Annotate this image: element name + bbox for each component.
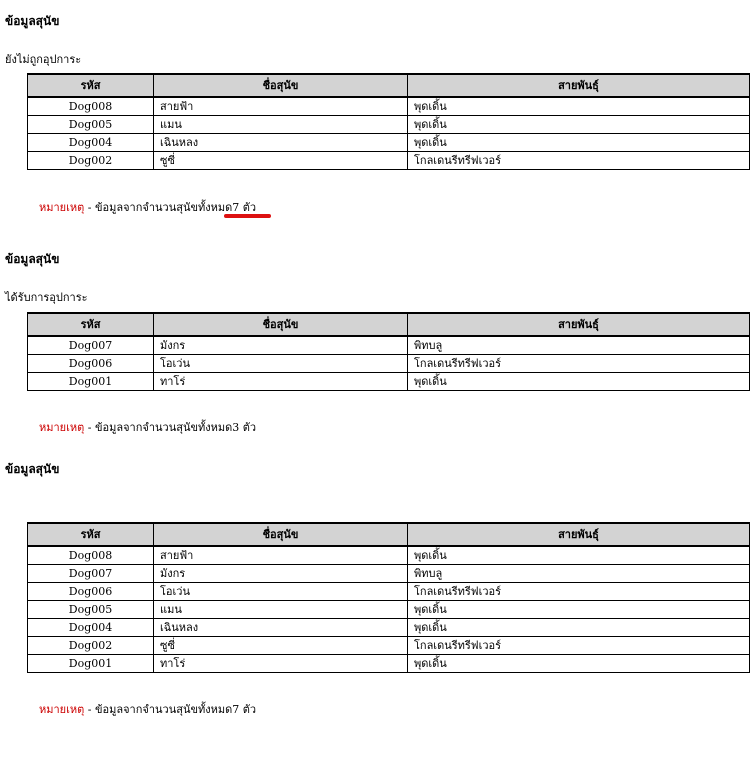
dog-code: Dog006 — [28, 583, 154, 601]
dog-breed: พุดเดิ้น — [408, 655, 750, 673]
dog-name: สายฟ้า — [154, 546, 408, 565]
note-not-adopted — [39, 198, 256, 216]
dog-code: Dog007 — [28, 336, 154, 355]
note-adopted — [39, 418, 256, 436]
dog-code: Dog001 — [28, 373, 154, 391]
header-breed: สายพันธุ์ — [408, 523, 750, 546]
dog-code: Dog002 — [28, 637, 154, 655]
section-title-adopted: ข้อมูลสุนัข — [5, 252, 60, 266]
table-row — [28, 373, 750, 391]
header-code: รหัส — [28, 313, 154, 336]
dog-code: Dog001 — [28, 655, 154, 673]
dog-name: โอเว่น — [154, 583, 408, 601]
dog-code: Dog007 — [28, 565, 154, 583]
dog-name: โอเว่น — [154, 355, 408, 373]
dog-breed: พุดเดิ้น — [408, 546, 750, 565]
dog-breed: พุดเดิ้น — [408, 619, 750, 637]
subtitle-not-adopted: ยังไม่ถูกอุปการะ — [5, 53, 82, 66]
dog-name: แมน — [154, 116, 408, 134]
table-header-row — [28, 313, 750, 336]
table-row — [28, 637, 750, 655]
dog-breed: โกลเดนรีทรีฟเวอร์ — [408, 583, 750, 601]
header-breed: สายพันธุ์ — [408, 313, 750, 336]
note-text: - ข้อมูลจากจำนวนสุนัขทั้งหมด7 ตัว — [84, 201, 257, 214]
header-name: ชื่อสุนัข — [154, 74, 408, 97]
table-row — [28, 583, 750, 601]
dog-name: มังกร — [154, 336, 408, 355]
table-header-row — [28, 523, 750, 546]
note-label: หมายเหตุ — [39, 201, 85, 214]
table-row — [28, 565, 750, 583]
dog-code: Dog008 — [28, 97, 154, 116]
header-name: ชื่อสุนัข — [154, 313, 408, 336]
table-row — [28, 97, 750, 116]
header-code: รหัส — [28, 74, 154, 97]
dog-code: Dog006 — [28, 355, 154, 373]
dog-name: มังกร — [154, 565, 408, 583]
dogs-table-all — [27, 522, 750, 673]
subtitle-adopted: ได้รับการอุปการะ — [5, 291, 88, 304]
table-row — [28, 655, 750, 673]
dog-name: ทาโร่ — [154, 655, 408, 673]
dog-breed: โกลเดนรีทรีฟเวอร์ — [408, 637, 750, 655]
dog-code: Dog005 — [28, 116, 154, 134]
dog-breed: พุดเดิ้น — [408, 373, 750, 391]
dog-code: Dog008 — [28, 546, 154, 565]
dog-code: Dog004 — [28, 619, 154, 637]
note-all — [39, 700, 256, 718]
dog-code: Dog005 — [28, 601, 154, 619]
dog-breed: โกลเดนรีทรีฟเวอร์ — [408, 152, 750, 170]
note-label: หมายเหตุ — [39, 421, 85, 434]
dog-name: เฉินหลง — [154, 619, 408, 637]
header-code: รหัส — [28, 523, 154, 546]
table-row — [28, 355, 750, 373]
red-underline-annotation — [224, 214, 271, 218]
dogs-table-adopted — [27, 312, 750, 391]
table-row — [28, 116, 750, 134]
note-text: - ข้อมูลจากจำนวนสุนัขทั้งหมด7 ตัว — [84, 703, 257, 716]
dog-breed: พุดเดิ้น — [408, 601, 750, 619]
table-row — [28, 152, 750, 170]
dog-name: ซูซี่ — [154, 637, 408, 655]
dog-breed: พิทบลู — [408, 336, 750, 355]
note-text: - ข้อมูลจากจำนวนสุนัขทั้งหมด3 ตัว — [84, 421, 257, 434]
dog-name: สายฟ้า — [154, 97, 408, 116]
table-row — [28, 336, 750, 355]
dogs-table-not-adopted — [27, 73, 750, 170]
dog-name: ทาโร่ — [154, 373, 408, 391]
table-header-row — [28, 74, 750, 97]
dog-breed: พุดเดิ้น — [408, 97, 750, 116]
section-title-not-adopted: ข้อมูลสุนัข — [5, 14, 60, 28]
table-row — [28, 601, 750, 619]
dog-name: แมน — [154, 601, 408, 619]
table-row — [28, 134, 750, 152]
dog-breed: พุดเดิ้น — [408, 134, 750, 152]
dog-code: Dog004 — [28, 134, 154, 152]
dog-name: เฉินหลง — [154, 134, 408, 152]
dog-name: ซูซี่ — [154, 152, 408, 170]
table-row — [28, 619, 750, 637]
dog-breed: พุดเดิ้น — [408, 116, 750, 134]
header-breed: สายพันธุ์ — [408, 74, 750, 97]
dog-code: Dog002 — [28, 152, 154, 170]
header-name: ชื่อสุนัข — [154, 523, 408, 546]
note-label: หมายเหตุ — [39, 703, 85, 716]
table-row — [28, 546, 750, 565]
dog-breed: พิทบลู — [408, 565, 750, 583]
dog-breed: โกลเดนรีทรีฟเวอร์ — [408, 355, 750, 373]
section-title-all: ข้อมูลสุนัข — [5, 462, 60, 476]
